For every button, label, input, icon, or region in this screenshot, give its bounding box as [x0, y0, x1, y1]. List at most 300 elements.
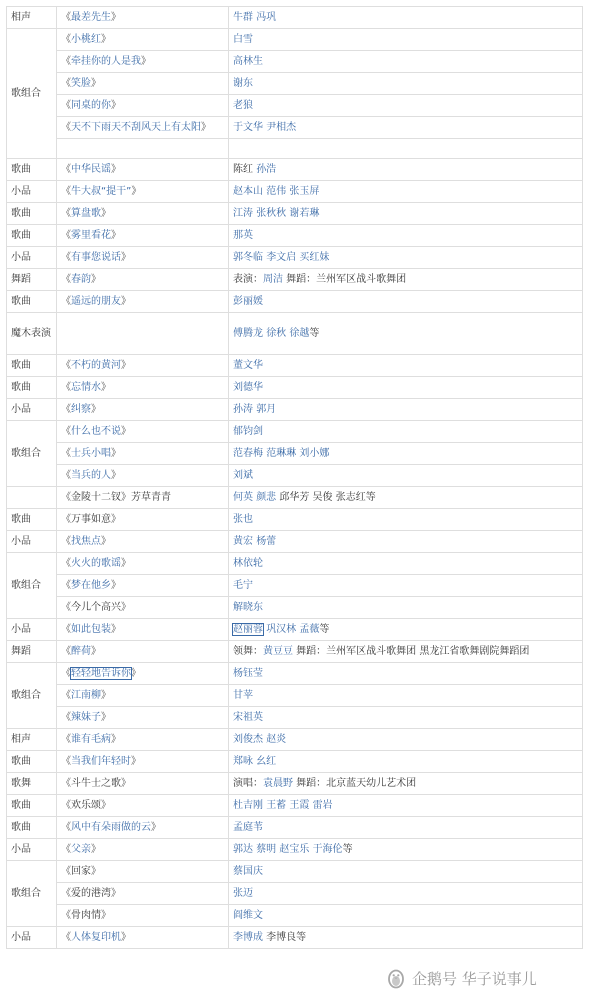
- entry-link[interactable]: 刘俊杰: [233, 734, 263, 745]
- entry-link[interactable]: 张玉屏: [289, 186, 320, 197]
- program-title-cell: [57, 597, 229, 619]
- entry-link[interactable]: 父亲: [71, 844, 91, 855]
- program-title-cell: [57, 51, 229, 73]
- table-row: [7, 531, 583, 553]
- program-title-cell: [57, 663, 229, 685]
- entry-text: 》: [111, 734, 121, 745]
- entry-text: 》: [101, 382, 111, 393]
- table-row: [7, 729, 583, 751]
- entry-text: 《万事如意》: [61, 514, 121, 525]
- entry-text: 等: [309, 328, 320, 339]
- entry-link[interactable]: 醉荷: [71, 646, 91, 657]
- entry-link[interactable]: 高林生: [233, 56, 263, 67]
- entry-text: 《: [61, 536, 71, 547]
- entry-link[interactable]: 轻轻地告诉你: [71, 668, 131, 679]
- entry-text: 《: [61, 230, 71, 241]
- entry-text: 《: [61, 734, 71, 745]
- entry-text: 舞蹈：兰州军区战斗歌舞团 黑龙江省歌舞剧院舞蹈团: [293, 646, 530, 657]
- entry-text: 舞蹈：北京蓝天幼儿艺术团: [293, 778, 417, 789]
- entry-text: 《: [61, 34, 71, 45]
- entry-text: 等: [319, 624, 330, 635]
- entry-link[interactable]: 张秋秋: [256, 208, 287, 219]
- entry-text: 》: [141, 56, 151, 67]
- entry-link[interactable]: 找焦点: [71, 536, 101, 547]
- entry-text: 《: [61, 78, 71, 89]
- entry-link[interactable]: 刘斌: [233, 470, 253, 481]
- performers-cell: [229, 291, 583, 313]
- entry-link[interactable]: 人体复印机: [71, 932, 121, 943]
- performers-cell: [229, 751, 583, 773]
- entry-text: 》: [111, 12, 121, 23]
- program-title-cell: [57, 861, 229, 883]
- entry-link[interactable]: 黄豆豆: [263, 646, 293, 657]
- entry-text: 》: [121, 932, 131, 943]
- entry-text: 《回家》: [61, 866, 101, 877]
- program-type-cell: 歌曲: [7, 751, 57, 773]
- program-title-cell: [57, 225, 229, 247]
- program-type-cell: 小品: [7, 927, 57, 949]
- entry-link[interactable]: 郑咏: [233, 756, 253, 767]
- entry-link[interactable]: 董文华: [233, 360, 263, 371]
- entry-link[interactable]: 士兵小唱: [71, 448, 111, 459]
- entry-text: 《: [61, 690, 71, 701]
- performers-cell: [229, 51, 583, 73]
- table-row: [7, 795, 583, 817]
- table-row: [7, 861, 583, 883]
- program-title-cell: [57, 729, 229, 751]
- entry-link[interactable]: 牵挂你的人是我: [71, 56, 141, 67]
- entry-text: 等: [342, 844, 353, 855]
- program-title-cell: [57, 73, 229, 95]
- entry-link[interactable]: 郭冬临: [233, 252, 263, 263]
- entry-link[interactable]: 毛宁: [233, 580, 253, 591]
- table-row: [7, 465, 583, 487]
- entry-link[interactable]: 孙浩: [256, 164, 277, 175]
- program-type-cell: 小品: [7, 247, 57, 269]
- entry-link[interactable]: 傅腾龙: [233, 328, 263, 339]
- entry-link[interactable]: 孟薇: [299, 624, 320, 635]
- performers-cell: [229, 117, 583, 139]
- entry-text: 》: [111, 100, 121, 111]
- program-type-cell: 相声: [7, 7, 57, 29]
- entry-text: 》: [111, 230, 121, 241]
- entry-link[interactable]: 老狼: [233, 100, 253, 111]
- program-type-cell: 歌组合: [7, 421, 57, 487]
- entry-link[interactable]: 黄宏: [233, 536, 253, 547]
- entry-text: 《: [61, 208, 71, 219]
- entry-link[interactable]: 杨蕾: [256, 536, 277, 547]
- table-row: [7, 117, 583, 139]
- program-type-cell: 歌曲: [7, 355, 57, 377]
- table-row: [7, 7, 583, 29]
- entry-link[interactable]: 林依轮: [233, 558, 263, 569]
- entry-link[interactable]: 孟庭苇: [233, 822, 263, 833]
- performers-cell: [229, 377, 583, 399]
- table-row: [7, 641, 583, 663]
- entry-link[interactable]: 范春梅: [233, 448, 263, 459]
- program-type-cell: [7, 487, 57, 509]
- entry-text: 《: [61, 448, 71, 459]
- table-row: [7, 553, 583, 575]
- entry-link[interactable]: 中华民谣: [71, 164, 111, 175]
- entry-text: 《: [61, 668, 71, 679]
- program-title-cell: [57, 685, 229, 707]
- table-row: [7, 51, 583, 73]
- entry-link[interactable]: 不朽的黄河: [71, 360, 121, 371]
- program-table: [6, 6, 583, 949]
- program-title-cell: [57, 575, 229, 597]
- performers-cell: [229, 531, 583, 553]
- program-type-cell: 歌曲: [7, 795, 57, 817]
- entry-link[interactable]: 幺红: [256, 756, 277, 767]
- program-title-cell: [57, 509, 229, 531]
- entry-link[interactable]: 买红妹: [299, 252, 330, 263]
- entry-link[interactable]: 刘德华: [233, 382, 263, 393]
- entry-link[interactable]: 江涛: [233, 208, 253, 219]
- entry-text: 》: [111, 448, 121, 459]
- entry-link[interactable]: 风中有朵雨做的云: [71, 822, 151, 833]
- entry-link[interactable]: 袁晨野: [263, 778, 293, 789]
- performers-cell: [229, 707, 583, 729]
- performers-cell: [229, 269, 583, 291]
- entry-text: 《: [61, 426, 71, 437]
- entry-link[interactable]: 什么也不说: [71, 426, 121, 437]
- program-title-cell: [57, 905, 229, 927]
- entry-text: 》: [121, 558, 131, 569]
- program-type-cell: 小品: [7, 399, 57, 421]
- entry-link[interactable]: 小桃红: [71, 34, 101, 45]
- program-title-cell: [57, 619, 229, 641]
- performers-cell: [229, 139, 583, 159]
- program-type-cell: 歌组合: [7, 663, 57, 729]
- table-row: [7, 817, 583, 839]
- entry-link[interactable]: 梦在他乡: [71, 580, 111, 591]
- entry-link[interactable]: 笑脸: [71, 78, 91, 89]
- performers-cell: [229, 773, 583, 795]
- program-title-cell: [57, 795, 229, 817]
- entry-link[interactable]: 王霞: [289, 800, 310, 811]
- entry-link[interactable]: 最差先生: [71, 12, 111, 23]
- performers-cell: [229, 95, 583, 117]
- table-row: [7, 181, 583, 203]
- entry-text: 《: [61, 932, 71, 943]
- entry-text: 》: [131, 756, 141, 767]
- entry-link[interactable]: 孙涛: [233, 404, 253, 415]
- entry-text: 《: [61, 12, 71, 23]
- table-row: [7, 751, 583, 773]
- performers-cell: [229, 729, 583, 751]
- table-row: [7, 95, 583, 117]
- entry-text: 演唱：: [233, 778, 263, 789]
- performers-cell: [229, 313, 583, 355]
- program-title-cell: [57, 839, 229, 861]
- entry-text: 》: [101, 690, 111, 701]
- program-title-cell: [57, 531, 229, 553]
- entry-text: 》: [121, 360, 131, 371]
- entry-link[interactable]: 何英: [233, 492, 253, 503]
- table-row: [7, 487, 583, 509]
- entry-text: 》: [91, 646, 101, 657]
- entry-link[interactable]: 李博成: [233, 932, 263, 943]
- program-title-cell: [57, 883, 229, 905]
- program-title-cell: [57, 95, 229, 117]
- entry-link[interactable]: 周洁: [263, 274, 283, 285]
- entry-link[interactable]: 张也: [233, 514, 253, 525]
- program-title-cell: [57, 313, 229, 355]
- entry-link[interactable]: 江南柳: [71, 690, 101, 701]
- entry-text: 邱华芳 吴俊 张志红等: [276, 492, 376, 503]
- entry-link[interactable]: 蔡明: [256, 844, 277, 855]
- table-row: [7, 597, 583, 619]
- table-row: [7, 575, 583, 597]
- entry-link[interactable]: 有事您说话: [71, 252, 121, 263]
- entry-link[interactable]: 如此包装: [71, 624, 111, 635]
- performers-cell: [229, 927, 583, 949]
- watermark-text: 企鹅号 华子说事儿: [412, 969, 537, 988]
- entry-text: 》: [101, 208, 111, 219]
- entry-text: 《: [61, 844, 71, 855]
- entry-text: 《: [61, 252, 71, 263]
- entry-text: 《: [61, 382, 71, 393]
- entry-text: 《爱的港湾》: [61, 888, 121, 899]
- performers-cell: [229, 7, 583, 29]
- program-title-cell: [57, 7, 229, 29]
- entry-link[interactable]: 李文启: [266, 252, 297, 263]
- entry-text: 》: [111, 164, 121, 175]
- program-title-cell: [57, 139, 229, 159]
- program-title-cell: [57, 751, 229, 773]
- entry-link[interactable]: 蔡国庆: [233, 866, 263, 877]
- performers-cell: [229, 883, 583, 905]
- performers-cell: [229, 355, 583, 377]
- performers-cell: [229, 663, 583, 685]
- entry-link[interactable]: 杨钰莹: [233, 668, 263, 679]
- table-row: [7, 269, 583, 291]
- entry-text: 《斗牛士之歌》: [61, 778, 131, 789]
- table-row: [7, 203, 583, 225]
- entry-text: 《今儿个高兴》: [61, 602, 131, 613]
- table-row: [7, 247, 583, 269]
- entry-text: 》: [131, 668, 141, 679]
- entry-text: 《: [61, 360, 71, 371]
- table-row: [7, 773, 583, 795]
- program-title-cell: [57, 247, 229, 269]
- entry-text: 《: [61, 164, 71, 175]
- program-type-cell: 小品: [7, 181, 57, 203]
- entry-link[interactable]: 谁有毛病: [71, 734, 111, 745]
- program-type-cell: 歌组合: [7, 861, 57, 927]
- table-row: [7, 707, 583, 729]
- entry-link[interactable]: 巩汉林: [266, 624, 297, 635]
- entry-link[interactable]: 赵丽蓉: [233, 624, 263, 635]
- performers-cell: [229, 619, 583, 641]
- program-title-cell: [57, 117, 229, 139]
- entry-link[interactable]: 遥远的朋友: [71, 296, 121, 307]
- entry-link[interactable]: 于文华: [233, 122, 263, 133]
- entry-link[interactable]: 徐秋: [266, 328, 287, 339]
- performers-cell: [229, 399, 583, 421]
- program-title-cell: [57, 159, 229, 181]
- entry-link[interactable]: 郁钧剑: [233, 426, 263, 437]
- entry-link[interactable]: 那英: [233, 230, 253, 241]
- table-row: [7, 685, 583, 707]
- program-type-cell: 小品: [7, 839, 57, 861]
- entry-text: 《: [61, 296, 71, 307]
- performers-cell: [229, 225, 583, 247]
- entry-link[interactable]: 算盘歌: [71, 208, 101, 219]
- entry-text: 《: [61, 646, 71, 657]
- program-type-cell: 歌舞: [7, 773, 57, 795]
- entry-link[interactable]: 牛群: [233, 12, 253, 23]
- program-title-cell: [57, 553, 229, 575]
- entry-text: 《: [61, 186, 71, 197]
- table-row: [7, 443, 583, 465]
- entry-link[interactable]: 于海伦: [312, 844, 343, 855]
- program-type-cell: 舞蹈: [7, 641, 57, 663]
- entry-text: 《欢乐颂》: [61, 800, 111, 811]
- program-type-cell: 歌曲: [7, 225, 57, 247]
- entry-link[interactable]: 白雪: [233, 34, 253, 45]
- entry-text: 》: [131, 186, 142, 197]
- table-row: [7, 313, 583, 355]
- entry-link[interactable]: 刘小娜: [299, 448, 330, 459]
- entry-text: 《金陵十二钗》芳草青青: [61, 492, 171, 503]
- program-type-cell: 歌曲: [7, 817, 57, 839]
- entry-text: 陈红: [233, 164, 253, 175]
- program-type-cell: 歌曲: [7, 159, 57, 181]
- table-row: [7, 663, 583, 685]
- entry-link[interactable]: 牛大叔“提干”: [71, 186, 132, 197]
- table-row: [7, 159, 583, 181]
- program-title-cell: [57, 773, 229, 795]
- entry-link[interactable]: 赵本山: [233, 186, 263, 197]
- performers-cell: [229, 159, 583, 181]
- entry-link[interactable]: 郭月: [256, 404, 277, 415]
- program-title-cell: [57, 291, 229, 313]
- entry-text: 》: [91, 844, 101, 855]
- performers-cell: [229, 597, 583, 619]
- entry-link[interactable]: 天不下雨天不刮风天上有太阳: [71, 122, 201, 133]
- program-table-body: [7, 7, 583, 949]
- entry-link[interactable]: 彭丽媛: [233, 296, 263, 307]
- program-title-cell: [57, 377, 229, 399]
- entry-text: 《: [61, 274, 71, 285]
- entry-link[interactable]: 春韵: [71, 274, 91, 285]
- entry-link[interactable]: 忘情水: [71, 382, 101, 393]
- entry-link[interactable]: 当兵的人: [71, 470, 111, 481]
- performers-cell: [229, 839, 583, 861]
- program-type-cell: 魔木表演: [7, 313, 57, 355]
- program-title-cell: [57, 443, 229, 465]
- program-title-cell: [57, 927, 229, 949]
- program-title-cell: [57, 707, 229, 729]
- performers-cell: [229, 905, 583, 927]
- entry-link[interactable]: 雾里看花: [71, 230, 111, 241]
- entry-link[interactable]: 颜悲: [256, 492, 277, 503]
- entry-link[interactable]: 阎维文: [233, 910, 263, 921]
- program-type-cell: 歌曲: [7, 377, 57, 399]
- entry-link[interactable]: 当我们年轻时: [71, 756, 131, 767]
- entry-link[interactable]: 郭达: [233, 844, 253, 855]
- program-type-cell: 歌曲: [7, 291, 57, 313]
- table-row: [7, 291, 583, 313]
- entry-link[interactable]: 谢若琳: [289, 208, 320, 219]
- entry-link[interactable]: 辣妹子: [71, 712, 101, 723]
- table-row: [7, 73, 583, 95]
- performers-cell: [229, 509, 583, 531]
- entry-link[interactable]: 谢东: [233, 78, 253, 89]
- performers-cell: [229, 685, 583, 707]
- entry-link[interactable]: 甘苹: [233, 690, 253, 701]
- table-row: [7, 139, 583, 159]
- performers-cell: [229, 203, 583, 225]
- entry-link[interactable]: 赵宝乐: [279, 844, 310, 855]
- entry-text: 》: [101, 34, 111, 45]
- entry-text: 》: [101, 536, 111, 547]
- performers-cell: [229, 73, 583, 95]
- entry-link[interactable]: 张迈: [233, 888, 253, 899]
- entry-link[interactable]: 雷岩: [312, 800, 333, 811]
- entry-text: 《: [61, 470, 71, 481]
- entry-text: 》: [121, 296, 131, 307]
- performers-cell: [229, 575, 583, 597]
- entry-link[interactable]: 赵炎: [266, 734, 287, 745]
- entry-link[interactable]: 尹相杰: [266, 122, 297, 133]
- entry-text: 舞蹈：兰州军区战斗歌舞团: [283, 274, 407, 285]
- table-row: [7, 421, 583, 443]
- entry-link[interactable]: 冯巩: [256, 12, 277, 23]
- entry-link[interactable]: 同桌的你: [71, 100, 111, 111]
- entry-text: 》: [151, 822, 161, 833]
- entry-text: 》: [91, 78, 101, 89]
- program-title-cell: [57, 421, 229, 443]
- table-row: [7, 905, 583, 927]
- entry-link[interactable]: 宋祖英: [233, 712, 263, 723]
- program-title-cell: [57, 641, 229, 663]
- performers-cell: [229, 181, 583, 203]
- entry-link[interactable]: 纠察: [71, 404, 91, 415]
- entry-link[interactable]: 范伟: [266, 186, 287, 197]
- entry-text: 》: [101, 712, 111, 723]
- entry-text: 》: [91, 404, 101, 415]
- table-row: [7, 355, 583, 377]
- entry-link[interactable]: 解晓东: [233, 602, 263, 613]
- entry-link[interactable]: 王蓄: [266, 800, 287, 811]
- entry-text: 《: [61, 122, 71, 133]
- performers-cell: [229, 29, 583, 51]
- entry-link[interactable]: 徐越: [289, 328, 310, 339]
- table-row: [7, 839, 583, 861]
- entry-text: 李博良等: [263, 932, 307, 943]
- entry-text: 《: [61, 56, 71, 67]
- performers-cell: [229, 247, 583, 269]
- performers-cell: [229, 861, 583, 883]
- entry-link[interactable]: 范琳琳: [266, 448, 297, 459]
- performers-cell: [229, 817, 583, 839]
- entry-text: 》: [111, 624, 121, 635]
- entry-link[interactable]: 杜吉刚: [233, 800, 263, 811]
- program-title-cell: [57, 181, 229, 203]
- program-type-cell: 相声: [7, 729, 57, 751]
- entry-text: 《骨肉情》: [61, 910, 111, 921]
- program-type-cell: 歌曲: [7, 203, 57, 225]
- entry-link[interactable]: 火火的歌谣: [71, 558, 121, 569]
- performers-cell: [229, 795, 583, 817]
- program-type-cell: 歌组合: [7, 553, 57, 619]
- entry-text: 》: [121, 252, 131, 263]
- performers-cell: [229, 641, 583, 663]
- performers-cell: [229, 421, 583, 443]
